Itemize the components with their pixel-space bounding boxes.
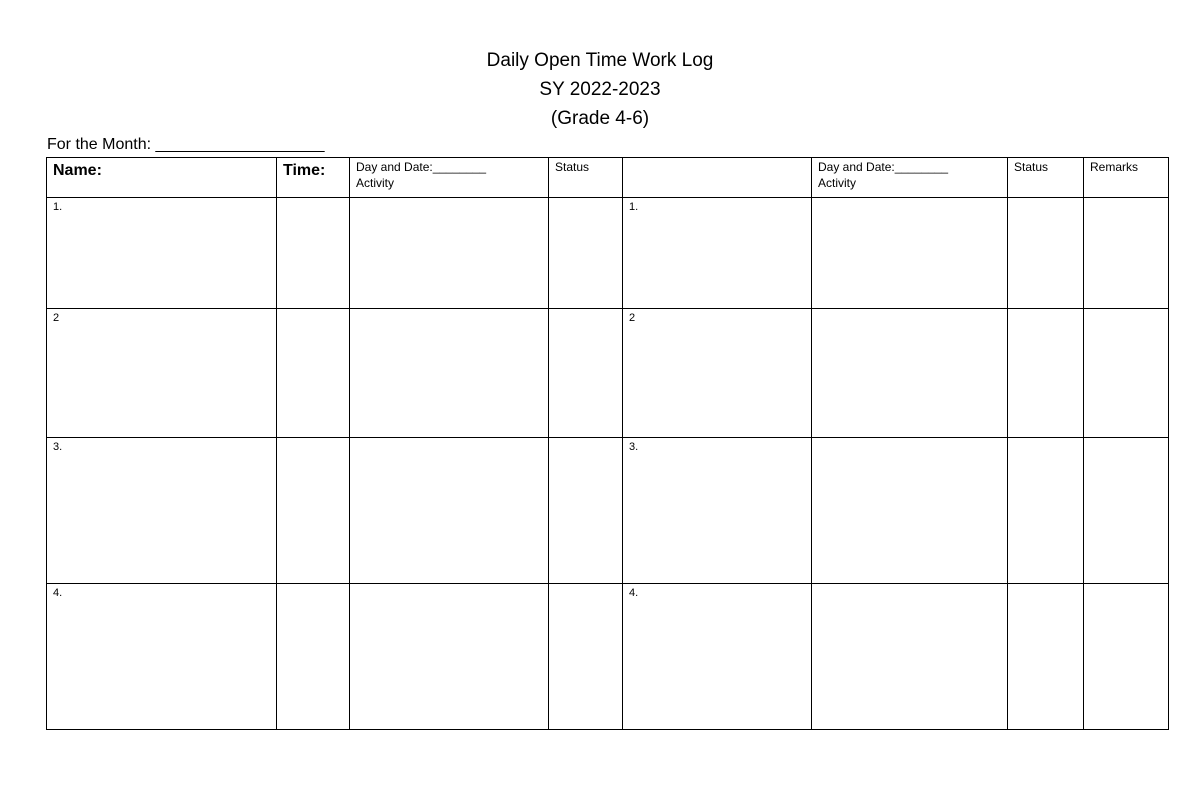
activity-cell[interactable] <box>350 198 549 309</box>
row-number-left[interactable]: 2 <box>47 309 277 438</box>
status-cell[interactable] <box>1008 198 1084 309</box>
activity-cell[interactable] <box>812 584 1008 730</box>
table-header-row <box>47 158 1169 198</box>
activity-label-2: Activity <box>818 176 857 190</box>
status-cell[interactable] <box>1008 584 1084 730</box>
day-date-label-2: Day and Date:________ <box>818 160 949 174</box>
row-number-right[interactable]: 2 <box>623 309 812 438</box>
remarks-cell[interactable] <box>1084 438 1169 584</box>
document-title: Daily Open Time Work Log <box>486 50 714 71</box>
status-cell[interactable] <box>1008 438 1084 584</box>
blank-header <box>623 158 812 198</box>
row-number-right[interactable]: 1. <box>623 198 812 309</box>
remarks-label: Remarks <box>1090 160 1139 174</box>
row-number-left[interactable]: 4. <box>47 584 277 730</box>
activity-cell[interactable] <box>812 198 1008 309</box>
table-row <box>47 198 1169 309</box>
grade-range: (Grade 4-6) <box>550 108 650 129</box>
row-number-left[interactable]: 1. <box>47 198 277 309</box>
row-number-right[interactable]: 4. <box>623 584 812 730</box>
remarks-cell[interactable] <box>1084 584 1169 730</box>
day-date-header-2 <box>812 158 1008 198</box>
remarks-cell[interactable] <box>1084 309 1169 438</box>
time-cell[interactable] <box>277 584 350 730</box>
month-field: For the Month: ___________________ <box>47 136 325 153</box>
table-row <box>47 438 1169 584</box>
status-cell[interactable] <box>549 309 623 438</box>
status-header-2 <box>1008 158 1084 198</box>
status-cell[interactable] <box>549 198 623 309</box>
activity-cell[interactable] <box>350 309 549 438</box>
school-year: SY 2022-2023 <box>539 79 661 100</box>
remarks-cell[interactable] <box>1084 198 1169 309</box>
status-label-2: Status <box>1014 160 1049 174</box>
row-number-left[interactable]: 3. <box>47 438 277 584</box>
status-label-1: Status <box>555 160 590 174</box>
table-row <box>47 584 1169 730</box>
status-cell[interactable] <box>549 438 623 584</box>
time-cell[interactable] <box>277 438 350 584</box>
activity-cell[interactable] <box>350 438 549 584</box>
day-date-label-1: Day and Date:________ <box>356 160 487 174</box>
document-title-block <box>0 46 1200 133</box>
activity-cell[interactable] <box>812 438 1008 584</box>
name-header: Name: <box>47 158 277 198</box>
time-cell[interactable] <box>277 198 350 309</box>
time-cell[interactable] <box>277 309 350 438</box>
day-date-header-1 <box>350 158 549 198</box>
row-number-right[interactable]: 3. <box>623 438 812 584</box>
status-cell[interactable] <box>549 584 623 730</box>
status-cell[interactable] <box>1008 309 1084 438</box>
table-row <box>47 309 1169 438</box>
remarks-header <box>1084 158 1169 198</box>
time-header: Time: <box>277 158 350 198</box>
status-header-1 <box>549 158 623 198</box>
activity-cell[interactable] <box>350 584 549 730</box>
work-log-table <box>46 157 1169 730</box>
activity-cell[interactable] <box>812 309 1008 438</box>
activity-label-1: Activity <box>356 176 395 190</box>
